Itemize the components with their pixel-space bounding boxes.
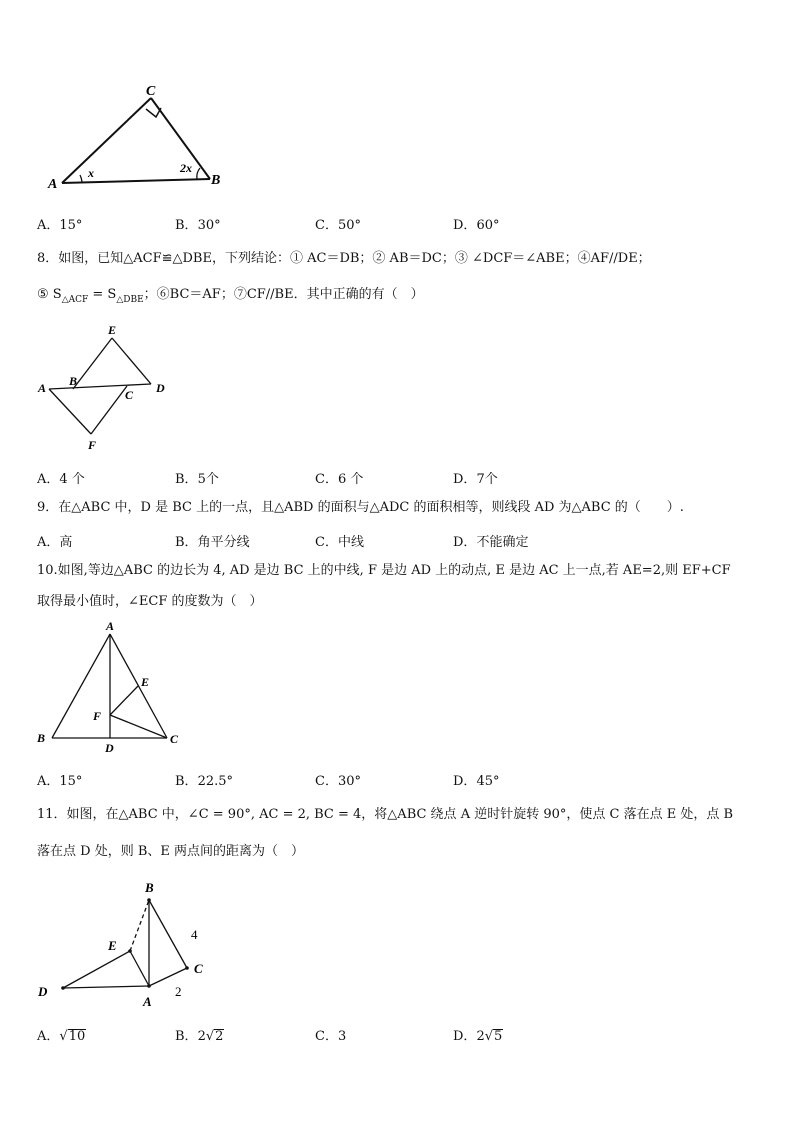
q8-option-d[interactable]: D．7个 xyxy=(453,472,498,487)
q11-label-bc-length: 4 xyxy=(191,927,198,942)
q11-question-line2: 落在点 D 处，则 B、E 两点间的距离为（ ） xyxy=(37,844,304,859)
q11-label-a: A xyxy=(143,994,152,1009)
q10-option-d[interactable]: D．45° xyxy=(453,774,500,789)
q10-label-e: E xyxy=(141,675,150,689)
q8-label-d: D xyxy=(156,381,165,395)
q7-option-a[interactable]: A．15° xyxy=(37,218,83,233)
q8-label-c: C xyxy=(125,388,134,402)
q10-label-a: A xyxy=(106,619,115,633)
q11-option-a[interactable]: A．√10 xyxy=(37,1029,86,1044)
q9-question-line1: 9．在△ABC 中，D 是 BC 上的一点，且△ABD 的面积与△ADC 的面积相等，则线段 AD 为△ABC 的（ ）. xyxy=(37,500,684,515)
q10-option-a[interactable]: A．15° xyxy=(37,774,83,789)
q7-triangle-figure xyxy=(40,80,240,195)
q10-question-line2: 取得最小值时，∠ECF 的度数为（ ） xyxy=(37,594,263,609)
q8-area-s1: ⑤ S xyxy=(37,287,62,302)
q7-angle-2x: 2x xyxy=(180,161,192,175)
q8-option-c[interactable]: C．6 个 xyxy=(315,472,364,487)
q10-option-b[interactable]: B．22.5° xyxy=(175,774,234,789)
q11-label-d: D xyxy=(38,984,48,999)
q11-label-c: C xyxy=(194,961,203,976)
q7-option-d[interactable]: D．60° xyxy=(453,218,500,233)
q11-label-e: E xyxy=(108,938,117,953)
q7-label-a: A xyxy=(48,177,58,192)
q8-line2-rest: ；⑥BC＝AF；⑦CF//BE．其中正确的有（ ） xyxy=(143,287,424,302)
q8-area-sub1: △ACF xyxy=(61,295,89,305)
q8-label-a: A xyxy=(38,381,47,395)
q8-option-a[interactable]: A．4 个 xyxy=(37,472,85,487)
q11-option-d[interactable]: D．2√5 xyxy=(453,1029,503,1044)
q11-option-b[interactable]: B．2√2 xyxy=(175,1029,224,1044)
q10-figure xyxy=(30,618,195,758)
q9-option-b[interactable]: B．角平分线 xyxy=(175,535,250,550)
q8-label-e: E xyxy=(108,323,117,337)
q8-label-b: B xyxy=(69,374,78,388)
q10-label-f: F xyxy=(93,709,102,723)
q11-figure xyxy=(30,872,215,1012)
q7-angle-x: x xyxy=(88,166,94,180)
q8-figure xyxy=(35,320,175,455)
q8-option-b[interactable]: B．5个 xyxy=(175,472,219,487)
q8-label-f: F xyxy=(88,438,97,452)
q7-label-c: C xyxy=(146,84,156,99)
q9-option-d[interactable]: D．不能确定 xyxy=(453,535,529,550)
q10-option-c[interactable]: C．30° xyxy=(315,774,361,789)
q8-question-line2 xyxy=(37,287,424,304)
q11-option-c[interactable]: C．3 xyxy=(315,1029,347,1044)
q7-option-b[interactable]: B．30° xyxy=(175,218,221,233)
q9-option-a[interactable]: A．高 xyxy=(37,535,73,550)
q8-question-line1: 8．如图，已知△ACF≌△DBE，下列结论：① AC＝DB；② AB＝DC；③ ∠DCF＝∠ABE；④AF//DE； xyxy=(37,251,651,266)
q11-question-line1: 11．如图，在△ABC 中，∠C = 90°, AC = 2, BC = 4，将△ABC 绕点 A 逆时针旋转 90°，使点 C 落在点 E 处，点 B xyxy=(37,807,734,822)
q11-label-ac-length: 2 xyxy=(175,984,182,999)
q7-label-b: B xyxy=(211,173,221,188)
q11-label-b: B xyxy=(145,880,154,895)
q8-area-sub2: △DBE xyxy=(116,295,144,305)
q10-label-b: B xyxy=(37,731,46,745)
q10-question-line1: 10.如图,等边△ABC 的边长为 4, AD 是边 BC 上的中线, F 是边 AD 上的动点, E 是边 AC 上一点,若 AE=2,则 EF+CF xyxy=(37,563,731,578)
q7-option-c[interactable]: C．50° xyxy=(315,218,361,233)
q8-area-s2: = S xyxy=(88,287,117,302)
q9-option-c[interactable]: C．中线 xyxy=(315,535,364,550)
q10-label-c: C xyxy=(170,732,179,746)
q10-label-d: D xyxy=(105,741,114,755)
